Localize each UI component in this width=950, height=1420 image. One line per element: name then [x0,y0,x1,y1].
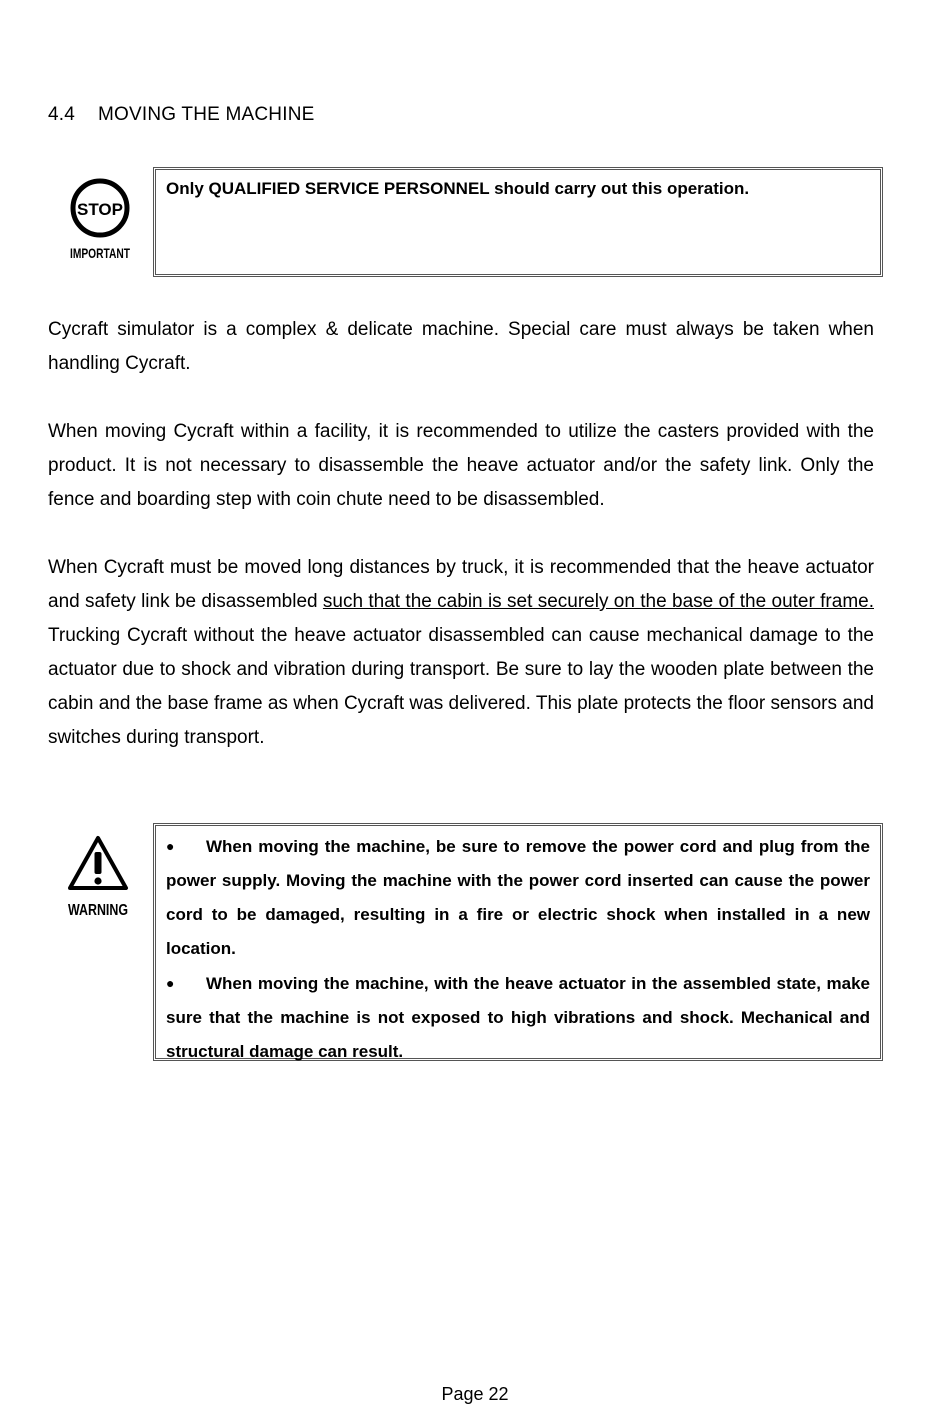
important-notice-box [153,167,883,277]
bullet: ● [166,838,175,854]
paragraph-3-start: When Cycraft must be moved long distances by truck, it is recommended that the heave actuator and safety link be disassembled [48,557,874,612]
bullet: ● [166,975,175,991]
paragraph-2: When moving Cycraft within a facility, it is recommended to utilize the casters provided with the product. It is not necessary to disassemble the heave actuator and/or the safety link. Only the fence and boarding step with coin chute need to be disassembled. [48,421,874,510]
warning-item-text: When moving the machine, be sure to remove the power cord and plug from the power supply. Moving the machine with the power cord inserted can cause the power cord to be damaged, resulting in a fire or electric shock when installed in a new location. [166,837,870,958]
paragraph-3-underlined: such that the cabin is set securely on the base of the outer frame. [322,591,874,612]
warning-icon-label: WARNING [68,902,128,919]
warning-item-text: When moving the machine, with the heave actuator in the assembled state, make sure that the machine is not exposed to high vibrations and shock. Mechanical and structural damage can result. [166,974,870,1061]
warning-triangle-icon [64,832,134,922]
warning-item [166,966,870,1069]
section-number: 4.4 [48,104,76,125]
stop-important-icon [62,178,138,264]
warning-box [153,823,883,1061]
warning-list [166,829,870,1069]
section-heading [48,104,315,126]
section-title: MOVING THE MACHINE [98,104,315,125]
paragraph-3-end: Trucking Cycraft without the heave actuator disassembled can cause mechanical damage to the actuator due to shock and vibration during transport. Be sure to lay the wooden plate between the cabin and the base frame as when Cycraft was delivered. This plate protects the floor sensors and switches during transport. [48,625,874,748]
warning-item [166,829,870,966]
stop-icon-label: STOP [77,200,123,219]
important-icon-label: IMPORTANT [70,245,131,261]
important-notice-text: Only QUALIFIED SERVICE PERSONNEL should carry out this operation. [166,179,750,198]
paragraph-3 [48,551,874,755]
paragraph-1: Cycraft simulator is a complex & delicate machine. Special care must always be taken when handling Cycraft. [48,319,874,374]
page-number: Page 22 [441,1384,509,1404]
